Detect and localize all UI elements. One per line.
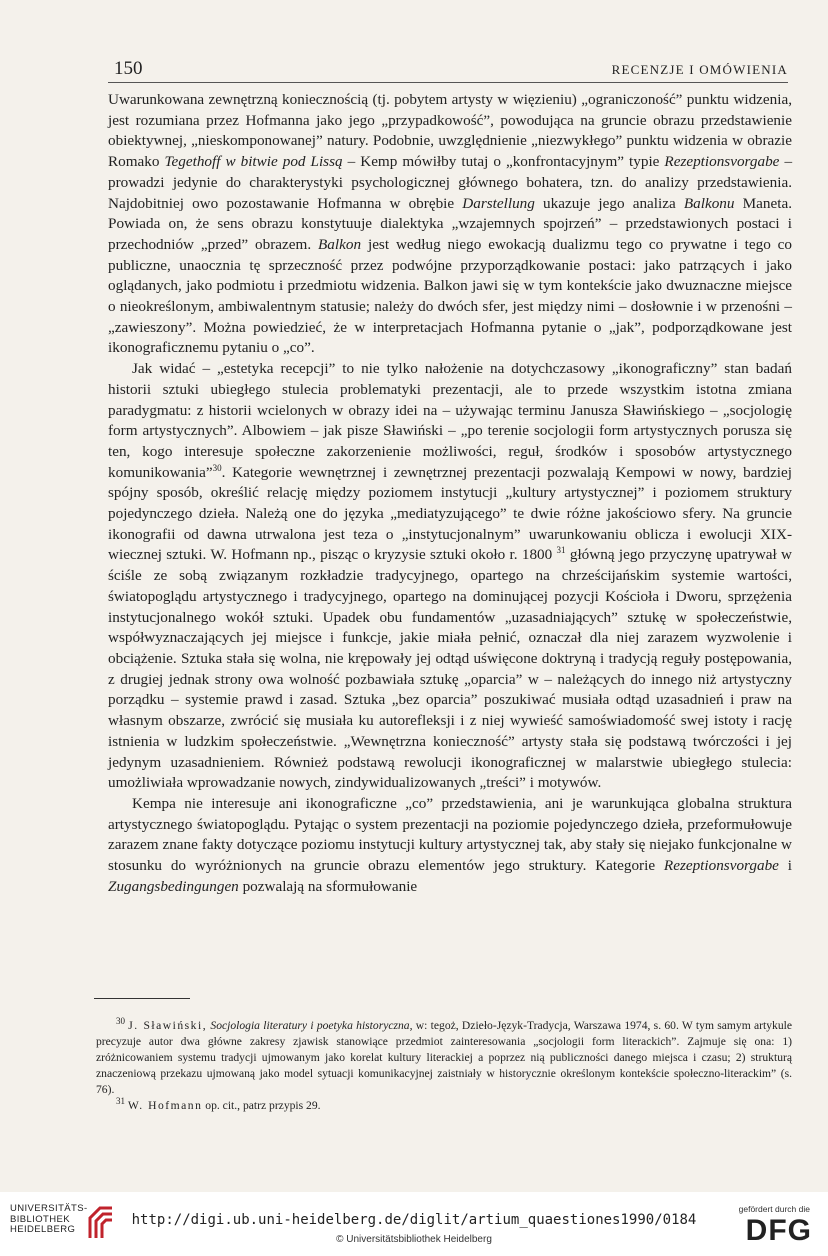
paragraph-3: Kempa nie interesuje ani ikonograficzne „co” przedstawienia, ani je warunkująca globalna struktura artystycznego światopoglądu. Pytając o system prezentacji na poziomie pojedynczego dzieła, przeformułowuje zarazem znane fakty dotyczące poziomu instytucji kultury artystycznej tak, aby stały się niejako funkcjonalne w stosunku do wyróżnionych na gruncie obrazu elementów jego struktury. Kategorie Rezeptionsvorgabe i Zugangsbedingungen pozwalają na sformułowanie bbox=[108, 794, 793, 895]
copyright-notice: © Universitätsbibliothek Heidelberg bbox=[336, 1234, 492, 1245]
page-header bbox=[108, 58, 788, 83]
dfg-logo: DFG bbox=[745, 1214, 812, 1247]
library-logo-text: UNIVERSITÄTS- BIBLIOTHEK HEIDELBERG bbox=[10, 1203, 88, 1235]
running-head: RECENZJE I OMÓWIENIA bbox=[611, 62, 788, 77]
permalink-url[interactable]: http://digi.ub.uni-heidelberg.de/diglit/artium_quaestiones1990/0184 bbox=[131, 1212, 697, 1228]
footnote-ref-30[interactable]: 30 bbox=[212, 462, 222, 473]
paragraph-2: Jak widać – „estetyka recepcji” to nie tylko nałożenie na dotychczasowy „ikonograficzny” stan badań historii sztuki ubiegłego stulecia problematyki prezentacji, ale to przede wszystkim istotna zmiana paradygmatu: z historii wcielonych w obrazy idei na – używając terminu Janusza Sławińskiego – „socjologię form artystycznych”. Albowiem – jak pisze Sławiński – „po terenie socjologii form artystycznych porusza się ten, kogo interesuje społeczne zakorzenienie możliwości, reguł, środków i sposobów artystycznego komunikowania”$^{30}$. Kategorie wewnętrznej i zewnętrznej prezentacji pozwalają Kempowi w nowy, bardziej spójny sposób, określić relację między poziomem instytucji „kultury artystycznej” i poziomem struktury pojedynczego dzieła. Należą one do języka „mediatyzującego” te dwie różne jakościowo sfery. Na gruncie ikonografii od dawna utrwalona jest teza o „instytucjonalnym” uwarunkowaniu oblicza i ewolucji XIX-wiecznej sztuki. W. Hofmann np., pisząc o kryzysie sztuki około r. 1800 $^{31}$ główną jego przyczynę upatrywał w ściśle ze sobą związanym rozkładzie tradycyjnego, opartego na chrześcijańskim systemie wartości, światopoglądu artystycznego i tradycyjnego, opartego na dominującej pozycji Kościoła i Dworu, sprzężenia instytucjonalnego wokół sztuki. Upadek obu fundamentów „uzasadniających” sztukę w społeczeństwie, współwyznaczających jej miejsce i funkcje, jakie miała pełnić, oznaczał dla niej zarazem wyzwolenie i obciążenie. Sztuka stała się wolna, nie krępowały jej odtąd uświęcone doktryną i tradycją reguły postępowania, z drugiej jednak strony owa wolność pozbawiała sztukę „oparcia” w – należących do innego niż artystyczny porządku – systemie prawd i zasad. Sztuka „bez oparcia” poszukiwać musiała odtąd uzasadnień i praw na własnym obszarze, zwrócić się musiała ku autorefleksji i z niej wywieść samoświadomość swej istoty i rację istnienia w ludzkim społeczeństwie. „Wewnętrzna konieczność” artysty stała się podstawą twórczości i jej jedynym uzasadnieniem. Również podstawą rewolucji ikonograficznej w malarstwie ubiegłego stulecia: umożliwiała wprowadzanie nowych, zindywidualizowanych „treści” i motywów. bbox=[108, 360, 793, 792]
footnotes bbox=[96, 1018, 792, 1114]
paragraph-1: Uwarunkowana zewnętrzną koniecznością (tj. pobytem artysty w więzieniu) „ograniczoność” punktu widzenia, jest rozumiana przez Hofmanna jako jego „przypadkowość”, powodująca na gruncie obrazu przedstawienie obiektywnej, „nieskomponowanej” natury. Podobnie, uwzględnienie „niezwykłego” punktu widzenia w obrazie Romako Tegethoff w bitwie pod Lissą – Kemp mówiłby tutaj o „konfrontacyjnym” typie Rezeptionsvorgabe – prowadzi jedynie do charakterystyki psychologicznej głównego bohatera, tzn. do analizy przedstawienia. Najdobitniej owo pozostawanie Hofmanna w obrębie Darstellung ukazuje jego analiza Balkonu Maneta. Powiada on, że sens obrazu konstytuuje dialektyka „wzajemnych spojrzeń” – przedstawionych postaci i przechodniów „przed” obrazem. Balkon jest według niego ewokacją dualizmu tego co prywatne i tego co publiczne, unaocznia tę sprzeczność przez podwójne przyporządkowanie postaci: jako patrzących i jako oglądanych, jako podmiotu i przedmiotu widzenia. Balkon jawi się w tym kontekście jako dwuznaczne miejsce o nieokreślonym, ambiwalentnym statusie; należy do dwóch sfer, jest między nimi – dosłownie i w przenośni – „zawieszony”. Można powiedzieć, że w interpretacjach Hofmanna pytanie o „jak”, podporządkowane jest ikonograficznemu pytaniu o „co”. bbox=[108, 91, 793, 357]
footnote-30: $^{30}$ J. Sławiński, Socjologia literatury i poetyka historyczna, w: tegoż, Dzieło-Język-Tradycja, Warszawa 1974, s. 60. W tym samym artykule precyzuje autor dwa główne zakresy zjawisk stanowiące przedmiot zainteresowania „socjologii form literackich”. Zajmuje się ona: 1) zróżnicowaniem systemu tradycji ujmowanym jako korelat kultury literackiej a poprzez nią publiczności danego miejsca i czasu; 2) strukturą znaczeniową przekazu ujmowaną jako model sytuacji komunikacyjnej zaistniały w historycznie określonym kontekście społeczno-literackim” (s. 76). bbox=[96, 1016, 792, 1096]
article-body bbox=[108, 90, 792, 897]
page-number: 150 bbox=[114, 58, 143, 79]
dfg-funding-note: gefördert durch die bbox=[738, 1204, 810, 1214]
footnote-31: $^{31}$ W. Hofmann op. cit., patrz przypis 29. bbox=[116, 1096, 321, 1112]
footnote-divider bbox=[94, 998, 190, 999]
viewer-footer bbox=[0, 1192, 828, 1256]
footnote-ref-31[interactable]: 31 bbox=[556, 545, 566, 556]
